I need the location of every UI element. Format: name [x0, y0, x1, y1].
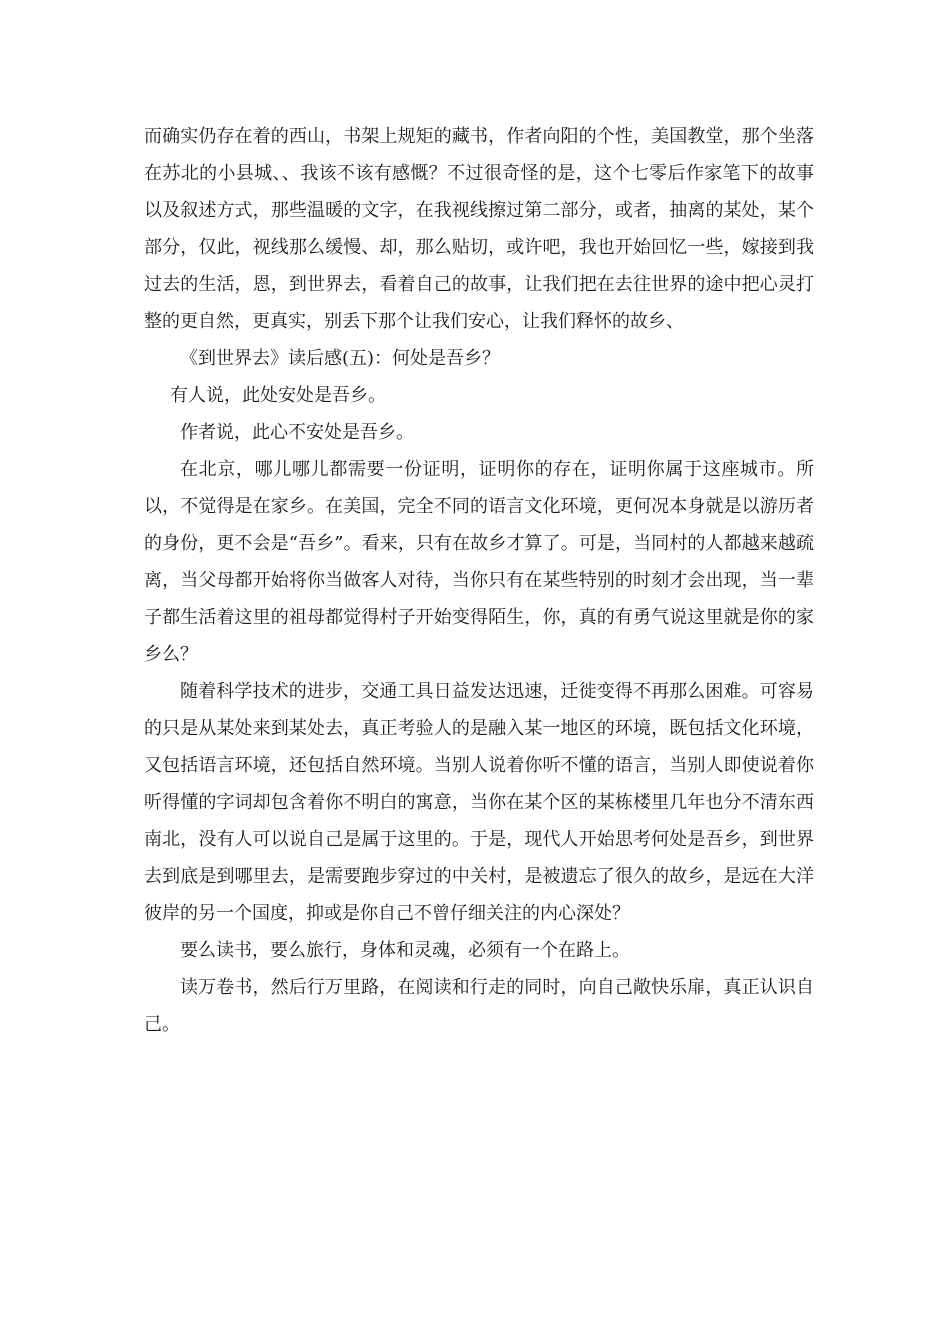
paragraph: 读万卷书，然后行万里路，在阅读和行走的同时，向自己敞快乐扉，真正认识自己。	[144, 977, 814, 1035]
paragraph: 作者说，此心不安处是吾乡。	[180, 422, 414, 443]
paragraph: 要么读书，要么旅行，身体和灵魂，必须有一个在路上。	[180, 940, 630, 961]
paragraph: 有人说，此处安处是吾乡。	[170, 385, 386, 406]
paragraph-continuation: 而确实仍存在着的西山，书架上规矩的藏书，作者向阳的个性，美国教堂，那个坐落在苏北的小县城、、我该不该有感慨？不过很奇怪的是，这个七零后作家笔下的故事以及叙述方式，那些温暖的文字，在我视线擦过第二部分，或者，抽离的某处，某个部分，仅此，视线那么缓慢、却，那么贴切，或许吧，我也开始回忆一些，嫁接到我过去的生活，恩，到世界去，看着自己的故事，让我们把在去往世界的途中把心灵打整的更自然，更真实，别丢下那个让我们安心，让我们释怀的故乡、	[144, 126, 814, 332]
paragraph: 在北京，哪儿哪儿都需要一份证明，证明你的存在，证明你属于这座城市。所以，不觉得是在家乡。在美国，完全不同的语言文化环境，更何况本身就是以游历者的身份，更不会是“吾乡”。看来，只有在故乡才算了。可是，当同村的人都越来越疏离，当父母都开始将你当做客人对待，当你只有在某些特别的时刻才会出现，当一辈子都生活着这里的祖母都觉得村子开始变得陌生，你，真的有勇气说这里就是你的家乡么？	[144, 459, 814, 665]
section-heading: 《到世界去》读后感(五)：何处是吾乡？	[180, 348, 501, 369]
paragraph: 随着科学技术的进步，交通工具日益发达迅速，迁徙变得不再那么困难。可容易的只是从某处来到某处去，真正考验人的是融入某一地区的环境，既包括文化环境，又包括语言环境，还包括自然环境。当别人说着你听不懂的语言，当别人即使说着你听得懂的字词却包含着你不明白的寓意，当你在某个区的某栋楼里几年也分不清东西南北，没有人可以说自己是属于这里的。于是，现代人开始思考何处是吾乡，到世界去到底是到哪里去，是需要跑步穿过的中关村，是被遗忘了很久的故乡，是远在大洋彼岸的另一个国度，抑或是你自己不曾仔细关注的内心深处？	[144, 681, 814, 924]
document-body	[144, 118, 814, 1043]
